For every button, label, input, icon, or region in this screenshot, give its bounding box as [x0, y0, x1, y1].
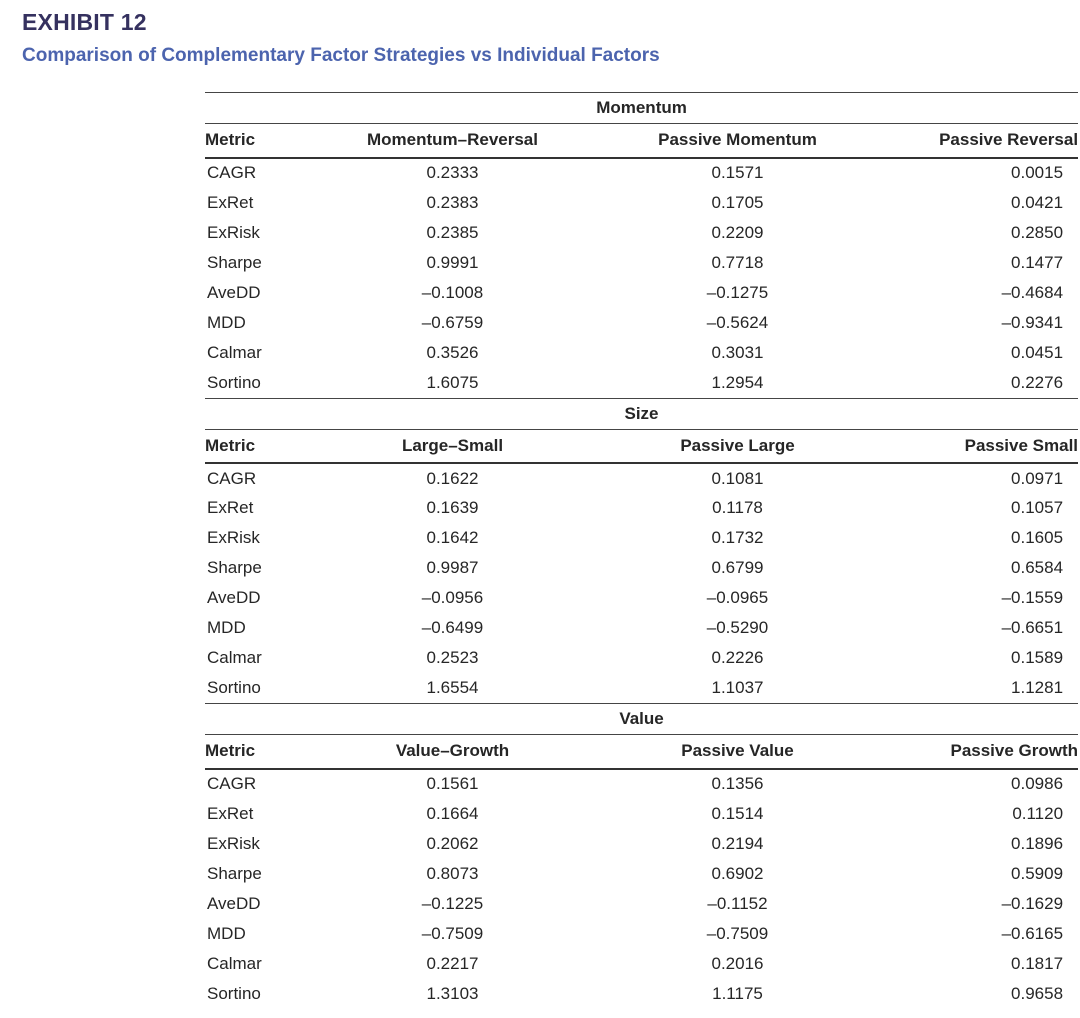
metric-cell: MDD	[207, 618, 246, 637]
metric-cell: Sortino	[207, 678, 261, 697]
column-header: Passive Reversal	[895, 124, 1078, 158]
value-cell: 0.2209	[711, 222, 764, 242]
value-cell: 0.1081	[711, 468, 764, 488]
metric-cell: Sharpe	[207, 558, 262, 577]
table-row	[205, 368, 1078, 398]
table-row	[205, 919, 1078, 949]
column-header: Passive Value	[580, 735, 895, 769]
value-cell: 0.2016	[711, 953, 764, 973]
value-cell: 0.1178	[712, 498, 763, 517]
exhibit-title: Comparison of Complementary Factor Strategies vs Individual Factors	[22, 45, 660, 66]
column-header: Passive Momentum	[580, 124, 895, 158]
value-cell: 0.0986	[1011, 774, 1064, 793]
table-row	[205, 949, 1078, 979]
value-cell: 1.2954	[711, 372, 764, 392]
value-cell: 1.3103	[426, 983, 479, 1003]
value-cell: 0.3031	[711, 342, 764, 362]
value-cell: 0.1057	[1011, 498, 1064, 517]
value-cell: –0.1225	[421, 893, 484, 913]
value-cell: 0.5909	[1011, 863, 1064, 883]
table-row	[205, 769, 1078, 799]
value-cell: 0.1622	[426, 468, 479, 488]
table-row	[205, 553, 1078, 583]
table-row	[205, 188, 1078, 218]
metric-cell: Calmar	[207, 342, 262, 362]
value-cell: 0.9991	[426, 252, 479, 272]
metric-cell: Sortino	[207, 372, 261, 392]
value-cell: 0.7718	[711, 252, 764, 272]
value-cell: 0.1571	[711, 163, 764, 182]
column-header: Metric	[205, 429, 325, 463]
exhibit-label: EXHIBIT 12	[22, 9, 147, 35]
value-cell: –0.0965	[706, 588, 769, 607]
table-row	[205, 308, 1078, 338]
value-cell: –0.6759	[421, 312, 484, 332]
exhibit-tables	[205, 92, 1078, 1009]
metric-cell: ExRet	[207, 192, 254, 212]
table-row	[205, 493, 1078, 523]
table-row	[205, 158, 1078, 188]
column-header: Value–Growth	[325, 735, 580, 769]
value-cell: 0.1561	[426, 774, 479, 793]
metric-cell: Calmar	[207, 648, 262, 667]
table-row	[205, 829, 1078, 859]
table-section-momentum	[205, 92, 1078, 398]
value-cell: –0.5624	[706, 312, 769, 332]
exhibit-header	[0, 0, 1080, 67]
value-cell: –0.1152	[707, 893, 768, 913]
value-cell: 0.0451	[1011, 342, 1064, 362]
value-cell: 0.6902	[711, 863, 764, 883]
column-header: Metric	[205, 735, 325, 769]
value-cell: 0.1705	[711, 192, 764, 212]
value-cell: 0.1514	[711, 803, 764, 823]
table-row	[205, 799, 1078, 829]
column-header: Passive Small	[895, 429, 1078, 463]
value-cell: 0.2062	[426, 833, 479, 853]
value-cell: 0.2194	[711, 833, 764, 853]
metric-cell: CAGR	[207, 774, 257, 793]
metric-cell: AveDD	[207, 893, 261, 913]
value-cell: –0.6165	[1001, 923, 1064, 943]
value-cell: 0.2850	[1011, 222, 1064, 242]
value-cell: 0.1605	[1011, 528, 1064, 547]
value-cell: 0.1120	[1012, 803, 1064, 823]
value-cell: 0.9658	[1011, 983, 1064, 1003]
group-header-momentum: Momentum	[205, 93, 1078, 124]
metric-cell: ExRet	[207, 498, 254, 517]
value-cell: –0.4684	[1001, 282, 1064, 302]
group-header-size: Size	[205, 398, 1078, 429]
table-row	[205, 859, 1078, 889]
value-cell: 0.2523	[426, 648, 479, 667]
value-cell: 0.2333	[426, 163, 479, 182]
metric-cell: ExRisk	[207, 222, 260, 242]
value-cell: 0.6799	[711, 558, 764, 577]
value-cell: 0.2276	[1011, 372, 1064, 392]
value-cell: 0.1732	[711, 528, 764, 547]
value-cell: –0.0956	[421, 588, 484, 607]
table-section-size	[205, 398, 1078, 704]
value-cell: 0.6584	[1011, 558, 1064, 577]
value-cell: –0.5290	[706, 618, 769, 637]
metric-cell: CAGR	[207, 468, 257, 488]
value-cell: 0.1896	[1011, 833, 1064, 853]
metric-cell: MDD	[207, 923, 246, 943]
metric-cell: AveDD	[207, 282, 261, 302]
value-cell: 0.2383	[426, 192, 479, 212]
table-row	[205, 613, 1078, 643]
value-cell: 0.1477	[1011, 252, 1064, 272]
value-cell: 0.8073	[426, 863, 479, 883]
column-header: Momentum–Reversal	[325, 124, 580, 158]
table-row	[205, 979, 1078, 1009]
metric-cell: Calmar	[207, 953, 262, 973]
table-row	[205, 338, 1078, 368]
metric-cell: ExRisk	[207, 833, 260, 853]
table-row	[205, 673, 1078, 703]
value-cell: –0.1275	[706, 282, 769, 302]
table-row	[205, 889, 1078, 919]
metric-cell: Sharpe	[207, 863, 262, 883]
value-cell: –0.7509	[421, 923, 484, 943]
metric-cell: AveDD	[207, 588, 261, 607]
value-cell: 0.1589	[1011, 648, 1064, 667]
value-cell: 1.1037	[711, 678, 764, 697]
table-row	[205, 278, 1078, 308]
value-cell: –0.1559	[1001, 588, 1064, 607]
value-cell: –0.1629	[1001, 893, 1064, 913]
group-header-value: Value	[205, 704, 1078, 735]
column-header: Passive Large	[580, 429, 895, 463]
table-row	[205, 523, 1078, 553]
value-cell: –0.1008	[421, 282, 484, 302]
metric-cell: CAGR	[207, 163, 257, 182]
value-cell: –0.7509	[706, 923, 769, 943]
value-cell: 1.1281	[1011, 678, 1064, 697]
value-cell: 0.1664	[426, 803, 479, 823]
metric-cell: ExRisk	[207, 528, 260, 547]
column-header: Large–Small	[325, 429, 580, 463]
table-section-value	[205, 703, 1078, 1009]
value-cell: 0.0971	[1011, 468, 1064, 488]
table-row	[205, 218, 1078, 248]
column-header: Metric	[205, 124, 325, 158]
value-cell: –0.6651	[1001, 618, 1064, 637]
value-cell: 1.6075	[426, 372, 479, 392]
column-header: Passive Growth	[895, 735, 1078, 769]
value-cell: 0.0015	[1011, 163, 1064, 182]
table-row	[205, 643, 1078, 673]
value-cell: 1.1175	[712, 983, 763, 1003]
value-cell: 0.2226	[711, 648, 764, 667]
value-cell: 0.3526	[426, 342, 479, 362]
value-cell: 1.6554	[426, 678, 479, 697]
table-row	[205, 463, 1078, 493]
metric-cell: MDD	[207, 312, 246, 332]
metric-cell: ExRet	[207, 803, 254, 823]
value-cell: 0.1817	[1011, 953, 1064, 973]
metric-cell: Sharpe	[207, 252, 262, 272]
table-row	[205, 583, 1078, 613]
value-cell: 0.0421	[1011, 192, 1064, 212]
value-cell: 0.1639	[426, 498, 479, 517]
metric-cell: Sortino	[207, 983, 261, 1003]
value-cell: 0.2217	[426, 953, 479, 973]
table-row	[205, 248, 1078, 278]
value-cell: 0.2385	[426, 222, 479, 242]
value-cell: 0.1356	[711, 774, 764, 793]
value-cell: 0.9987	[426, 558, 479, 577]
value-cell: –0.6499	[421, 618, 484, 637]
value-cell: –0.9341	[1001, 312, 1064, 332]
value-cell: 0.1642	[426, 528, 479, 547]
